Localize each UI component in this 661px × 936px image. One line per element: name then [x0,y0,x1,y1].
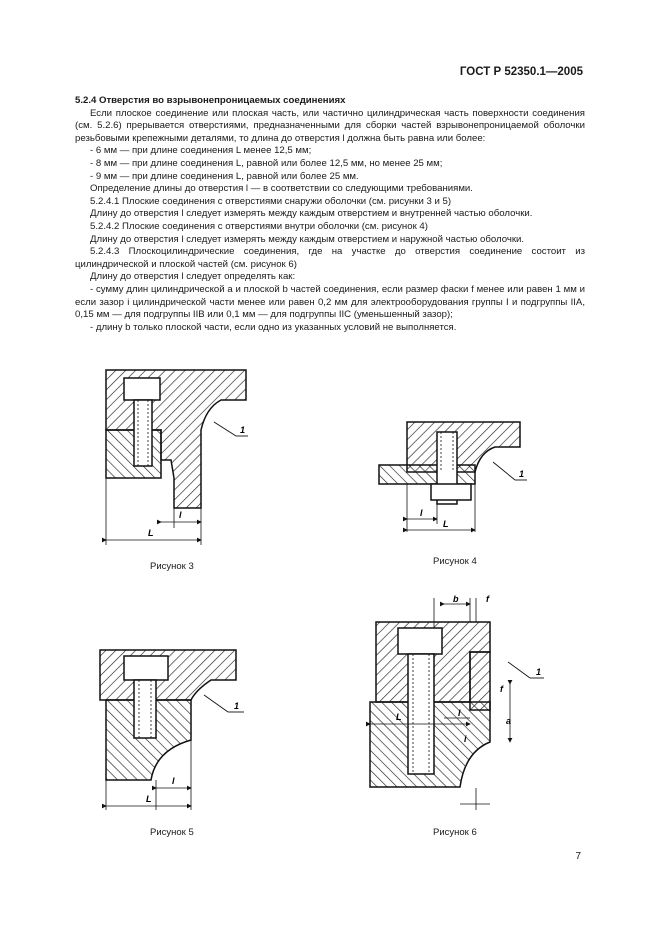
section-text [75,95,585,334]
subsection-heading: 5.2.4.1 Плоские соединения с отверстиями снаружи оболочки (см. рисунки 3 и 5) [90,195,452,207]
paragraph: Если плоское соединение или плоская часть, или частично цилиндрическая часть поверхности соединения (см. 5.2.6) прерывается отверстиями, предназначенными для сборки частей взрывонепроницаемой оболочки резьбовыми крепежными деталями, то длина до отверстия l должна быть равна или более: [75,107,585,144]
list-item: - сумму длин цилиндрической a и плоской b частей соединения, если размер фаски f менее или равен 1 мм и если зазор i цилиндрической части менее или равен 0,2 мм для электрооборудования группы I и подгруппы IIA, 0,15 мм — для подгруппы IIB или 0,1 мм — для подгруппы IIC (уменьшенный зазор); [75,283,585,321]
figure-5-caption: Рисунок 5 [150,827,194,838]
dimension-l-label: l [179,510,182,520]
list-item: - 8 мм — при длине соединения L, равной или более 12,5 мм, но менее 25 мм; [90,157,443,169]
callout-1-label: 1 [234,701,240,711]
figure-3-caption: Рисунок 3 [150,561,194,572]
figure-6-drawing [360,592,560,820]
figure-4-caption: Рисунок 4 [433,556,477,567]
dimension-f-top-label: f [486,594,489,604]
figure-6-caption: Рисунок 6 [433,827,477,838]
list-item: - 6 мм — при длине соединения L менее 12,5 мм; [90,145,312,157]
dimension-a-label: a [506,716,512,726]
dimension-L-label: L [146,794,152,804]
paragraph: Длину до отверстия l следует определять как: [90,271,296,283]
document-id: ГОСТ Р 52350.1—2005 [459,66,583,78]
section-heading: 5.2.4 Отверстия во взрывонепроницаемых соединениях [75,95,346,106]
figure-3-drawing [96,360,266,552]
gap-i-label: i [464,734,467,744]
callout-1-label: 1 [519,469,525,479]
dimension-f-bottom-label: f [500,684,503,694]
subsection-heading: 5.2.4.2 Плоские соединения с отверстиями внутри оболочки (см. рисунок 4) [90,220,428,232]
list-item: - 9 мм — при длине соединения L, равной или более 25 мм. [90,170,359,182]
dimension-L-label: L [396,712,402,722]
list-item: - длину b только плоской части, если одно из указанных условий не выполняется. [90,321,457,333]
paragraph: Длину до отверстия l следует измерять между каждым отверстием и наружной частью оболочки. [90,233,525,245]
paragraph: Длину до отверстия l следует измерять между каждым отверстием и внутренней частью оболочки. [90,208,533,220]
dimension-l-label: l [420,508,423,518]
dimension-L-label: L [443,519,449,529]
page-number: 7 [575,851,581,862]
dimension-l-label: l [172,776,175,786]
dimension-l-label: l [458,708,461,718]
paragraph: Определение длины до отверстия l — в соответствии со следующими требованиями. [90,183,473,195]
dimension-b-label: b [453,594,459,604]
figure-5-drawing [96,640,266,820]
callout-1-label: 1 [240,425,246,435]
subsection-heading: 5.2.4.3 Плоскоцилиндрические соединения, где на участке до отверстия соединение состоит из цилиндрической и плоской частей (см. рисунок 6) [75,246,585,270]
dimension-L-label: L [148,528,154,538]
callout-1-label: 1 [536,667,542,677]
figure-4-drawing [375,412,535,542]
